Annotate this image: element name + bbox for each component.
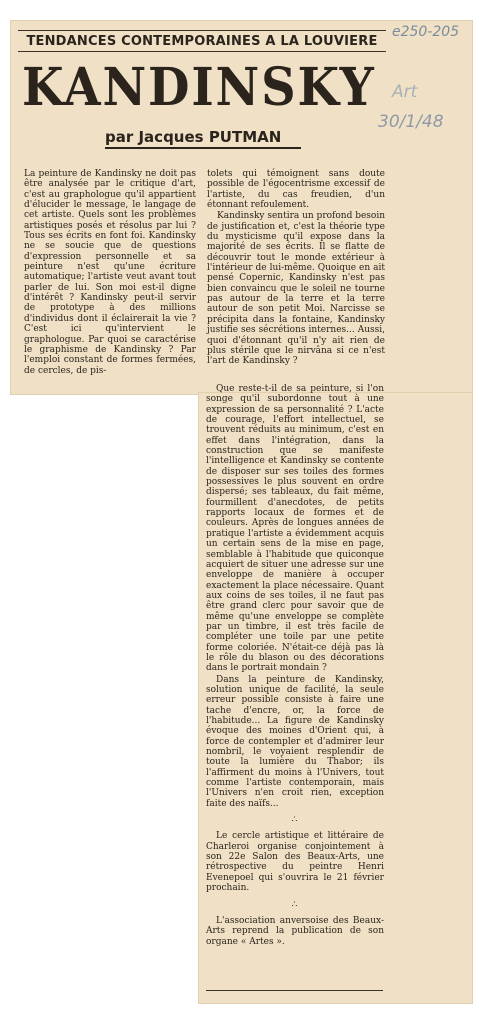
paragraph: tolets qui témoignent sans doute possible de l'égocentrisme excessif de l'artiste, du cas freudien, d'un étonnant refoulement. [207,169,385,211]
paragraph: Kandinsky sentira un profond besoin de justification et, c'est la théorie type du mysticisme qu'il expose dans la majorité de ses écrits. Il se flatte de découvrir tout le monde extérieur à l'intérieur de lui-même. Quoique en ait pensé Copernic, Kandinsky n'est pas bien convaincu que le soleil ne tourne pas autour de la terre et la terre autour de son petit Moi. Narcisse se précipita dans la fontaine, Kandinsky justifie ses sécrétions internes... Aussi, quoi d'étonnant qu'il n'y ait rien de plus stérile que le nirvâna si ce n'est l'art de Kandinsky ? [207,211,386,367]
article-byline: par Jacques PUTMAN [105,128,301,149]
separator-glyph: ∴ [291,899,299,910]
article-column-2 [207,169,385,368]
article-column-3 [206,384,384,948]
bottom-rule [206,990,383,991]
notice-anvers: L'association anversoise des Beaux-Arts reprend la publication de son organe « Artes ». [206,915,384,947]
handwritten-reference: e250-205 [392,24,460,40]
paragraph [24,169,196,376]
separator-glyph: ∴ [291,815,299,826]
paragraph: Que reste-t-il de sa peinture, si l'on songe qu'il subordonne tout à une expression de sa personnalité ? L'acte de courage, l'effort intellectuel, se trouvent réduits au minimum, c'est en effet dans l'intégration, dans la construction que se manifeste l'intelligence et Kandinsky se contente de disposer sur ses toiles des formes possessives le plus souvent en ordre dispersé; ses tableaux, du fait même, fourmillent d'anecdotes, de petits rapports locaux de formes et de couleurs. Après de longues années de pratique l'artiste a évidemment acquis un certain sens de la mise en page, semblable à l'habitude que quiconque acquiert de situer une adresse sur une enveloppe de manière à occuper exactement la place nécessaire. Quant aux coins de ses toiles, il ne faut pas être grand clerc pour savoir que de même qu'une enveloppe se complète par un timbre, il est très facile de compléter une toile par une petite forme coloriée. N'était-ce déjà pas là le rôle du blason ou des décorations dans le portrait mondain ? [206,384,384,674]
paragraph: Dans la peinture de Kandinsky, solution unique de facilité, la seule erreur possible consiste à faire une tache d'encre, or, la force de l'habitude... La figure de Kandinsky évoque des moines d'Orient qui, à force de contempler et d'admirer leur nombril, le voyaient resplendir de toute la lumière du Thabor; ils l'affirment du moins à l'Univers, tout comme l'artiste contemporain, mais l'Univers n'en croit rien, exception faite des naïfs... [206,674,384,809]
handwritten-date: 30/1/48 [378,112,444,132]
handwritten-initials: Art [392,82,418,102]
article-column-1 [24,169,196,377]
article-title: KANDINSKY [22,57,376,118]
section-rubric: TENDANCES CONTEMPORAINES A LA LOUVIERE [18,30,386,52]
paragraph-text: La peinture de Kandinsky ne doit pas être analysée par le critique d'art, c'est au graphologue qu'il appartient d'élucider le message, le langage de cet artiste. Quels sont les problèmes artistiques posés et résolus par lui ? Tous ses écrits en font foi. Kandinsky ne se soucie que de questions d'expression personnelle et sa peinture n'est qu'une écriture automatique; l'artiste veut avant tout parler de lui. Son moi est-il digne d'intérêt ? Kandinsky peut-il servir de prototype à des millions d'individus dont il éclairerait la vie ? C'est ici qu'intervient le graphologue. Par quoi se caractérise le graphisme de Kandinsky ? Par l'emploi constant de formes fermées, de cercles, de pis- [24,169,196,376]
notice-charleroi: Le cercle artistique et littéraire de Charleroi organise conjointement à son 22e Salon des Beaux-Arts, une rétrospective du peintre Henri Evenepoel qui s'ouvrira le 21 février prochain. [206,831,384,894]
